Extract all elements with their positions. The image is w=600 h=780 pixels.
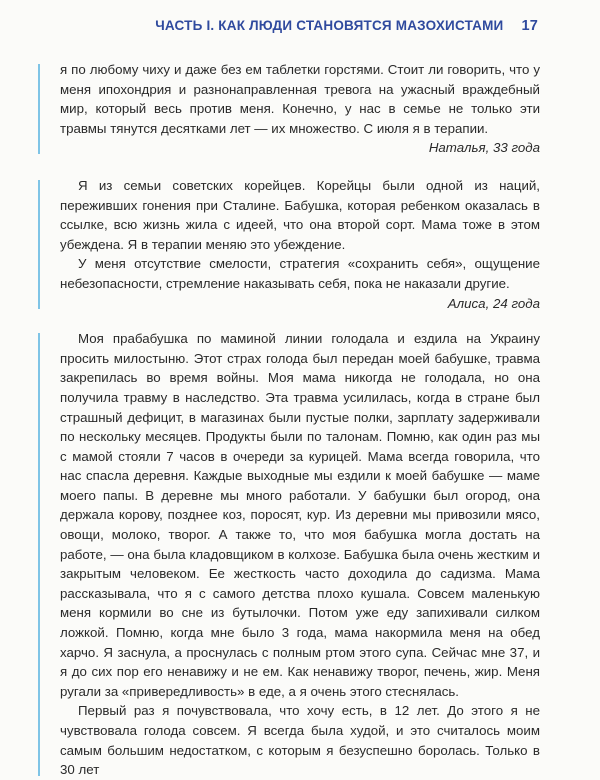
quote-paragraph: я по любому чиху и даже без ем таблетки горстями. Стоит ли говорить, что у меня ипохондрия и разнонаправленная тревога на ужасный враждебный мир, который весь против меня. Конечно, у нас в семье не только эти травмы тянутся десятками лет — их множество. С июля я в терапии. [60, 62, 540, 136]
quote-block [60, 176, 540, 313]
quote-margin-bar [38, 64, 40, 154]
quote-margin-bar [38, 333, 40, 776]
page-number: 17 [521, 18, 538, 34]
quote-paragraph: У меня отсутствие смелости, стратегия «сохранить себя», ощущение небезопасности, стремление наказывать себя, пока не наказали другие. [60, 256, 540, 291]
quote-block [60, 329, 540, 780]
quote-paragraph: Моя прабабушка по маминой линии голодала и ездила на Украину просить милостыню. Этот страх голода был передан моей бабушке, травма закрепилась во время войны. Моя мама никогда не голодала, но она получила травму в наследство. Эта травма усилилась, когда в стране был страшный дефицит, в магазинах были пустые полки, зарплату задерживали по нескольку месяцев. Продукты были по талонам. Помню, как один раз мы с мамой стояли 7 часов в очереди за курицей. Мама всегда говорила, что нас спасла деревня. Каждые выходные мы ездили к моей бабушке — маме моего папы. В деревне мы много работали. У бабушки был огород, она держала корову, позднее коз, поросят, кур. Из деревни мы привозили мясо, овощи, молоко, творог. А также то, что моя бабушка могла достать на работе, — она была кладовщиком в колхозе. Бабушка была очень жестким и закрытым человеком. Ее жесткость часто доходила до садизма. Мама рассказывала, что я с самого детства плохо кушала. Совсем маленькую меня кормили во сне из бутылочки. Потом уже еду запихивали силком ложкой. Помню, когда мне было 3 года, мама накормила меня на обед харчо. Я заснула, а проснулась с полным ртом этого супа. Сейчас мне 37, и я до сих пор его ненавижу и не ем. Как ненавижу творог, печень, жир. Меня ругали за «привередливость» в еде, а я очень этого стеснялась. [60, 331, 540, 699]
quote-signature: Алиса, 24 года [447, 295, 540, 311]
quote-margin-bar [38, 180, 40, 309]
quote-paragraph: Первый раз я почувствовала, что хочу есть, в 12 лет. До этого я не чувствовала голода совсем. Я всегда была худой, и это считалось моим самым большим недостатком, с которым я безуспешно боролась. Только в 30 лет [60, 703, 540, 778]
chapter-title: ЧАСТЬ I. КАК ЛЮДИ СТАНОВЯТСЯ МАЗОХИСТАМИ [155, 18, 504, 33]
page-body [60, 60, 540, 780]
quote-block [60, 60, 540, 158]
quote-signature: Наталья, 33 года [428, 140, 540, 156]
running-header [60, 18, 538, 34]
quote-paragraph: Я из семьи советских корейцев. Корейцы были одной из наций, переживших гонения при Сталине. Бабушка, которая ребенком оказалась в ссылке, всю жизнь жила с идеей, что она второй сорт. Мама тоже в этом убеждена. Я в терапии меняю это убеждение. [60, 177, 540, 252]
